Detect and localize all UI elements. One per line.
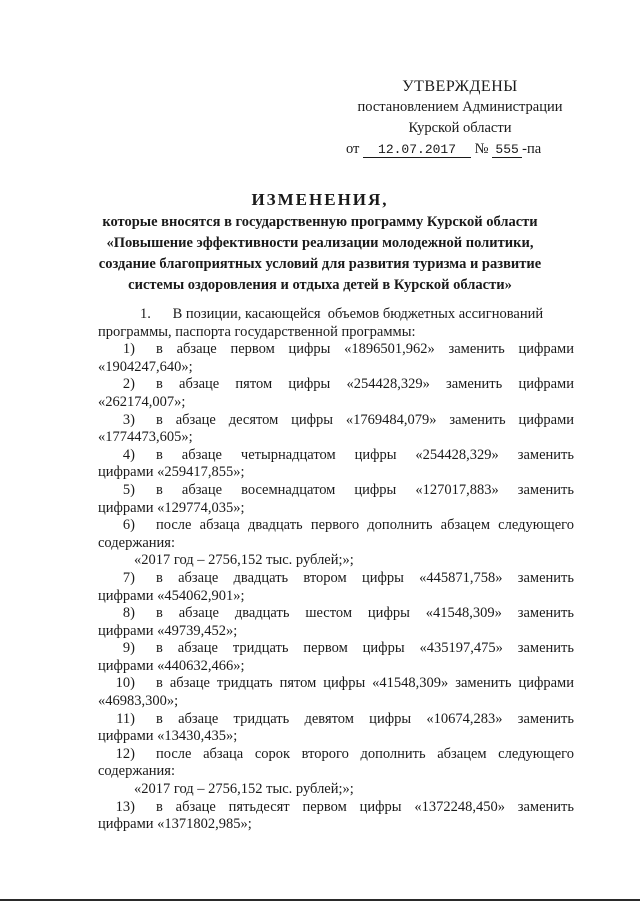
inserted-quote: «2017 год – 2756,152 тыс. рублей;»; — [134, 781, 354, 798]
list-item — [98, 605, 574, 623]
item-text: в абзаце десятом цифры «1769484,079» заменить цифрами — [156, 411, 574, 428]
approved-title: УТВЕРЖДЕНЫ — [402, 78, 518, 95]
from-prefix: от — [346, 141, 360, 157]
heading-line-4: системы оздоровления и отдыха детей в Курской области» — [128, 277, 512, 293]
intro-continuation: программы, паспорта государственной программы: — [98, 323, 416, 340]
approval-date: 12.07.2017 — [363, 143, 471, 158]
list-item — [98, 570, 574, 588]
approval-line-2: Курской области — [408, 120, 512, 136]
item-number: 4) — [122, 446, 135, 463]
document-body — [98, 306, 574, 834]
item-number: 7) — [122, 569, 135, 586]
item-number: 1) — [122, 341, 135, 358]
document-heading — [60, 188, 580, 296]
list-item — [98, 517, 574, 535]
item-continuation: цифрами «440632,466»; — [98, 657, 245, 674]
item-continuation: цифрами «49739,452»; — [98, 622, 238, 639]
item-continuation: содержания: — [98, 763, 176, 780]
intro-line: 1. В позиции, касающейся объемов бюджетных ассигнований — [140, 306, 544, 322]
item-number: 13) — [115, 798, 135, 815]
item-continuation: цифрами «454062,901»; — [98, 587, 245, 604]
item-number: 2) — [122, 376, 135, 393]
item-number: 5) — [122, 481, 135, 498]
item-number: 8) — [122, 605, 135, 622]
approval-date-line — [340, 139, 580, 160]
item-text: в абзаце восемнадцатом цифры «127017,883» заменить — [156, 481, 574, 498]
item-number: 12) — [115, 745, 135, 762]
list-item — [98, 376, 574, 394]
approval-number: 555 — [492, 143, 522, 158]
scan-edge-rule — [0, 899, 640, 901]
approval-stamp — [340, 76, 580, 160]
heading-title: ИЗМЕНЕНИЯ, — [251, 190, 389, 209]
item-text: в абзаце тридцать пятом цифры «41548,309» заменить цифрами — [156, 675, 574, 692]
item-text: в абзаце тридцать первом цифры «435197,475» заменить — [156, 640, 574, 657]
list-item — [98, 640, 574, 658]
inserted-quote: «2017 год – 2756,152 тыс. рублей;»; — [134, 552, 354, 569]
item-text: в абзаце четырнадцатом цифры «254428,329» заменить — [156, 446, 574, 463]
item-continuation: цифрами «1371802,985»; — [98, 816, 252, 833]
list-item — [98, 711, 574, 729]
item-continuation: цифрами «129774,035»; — [98, 499, 245, 516]
list-item — [98, 412, 574, 430]
heading-line-2: «Повышение эффективности реализации молодежной политики, — [106, 235, 534, 251]
item-continuation: «46983,300»; — [98, 693, 179, 710]
item-text: после абзаца сорок второго дополнить абзацем следующего — [156, 745, 574, 762]
item-continuation: «1774473,605»; — [98, 429, 193, 446]
item-number: 3) — [122, 411, 135, 428]
item-continuation: «262174,007»; — [98, 393, 186, 410]
item-continuation: содержания: — [98, 534, 176, 551]
item-continuation: цифрами «13430,435»; — [98, 728, 238, 745]
list-item — [98, 799, 574, 817]
item-number: 6) — [122, 517, 135, 534]
number-sign: № — [474, 141, 489, 157]
heading-line-1: которые вносятся в государственную программу Курской области — [102, 214, 538, 230]
item-number: 10) — [115, 675, 135, 692]
item-text: в абзаце пятьдесят первом цифры «1372248,450» заменить — [156, 798, 574, 815]
item-text: в абзаце тридцать девятом цифры «10674,283» заменить — [156, 710, 574, 727]
list-item — [98, 675, 574, 693]
number-suffix: -па — [522, 141, 542, 157]
item-text: в абзаце первом цифры «1896501,962» заменить цифрами — [156, 341, 574, 358]
approval-line-1: постановлением Администрации — [357, 99, 563, 115]
item-continuation: «1904247,640»; — [98, 358, 193, 375]
item-text: в абзаце двадцать втором цифры «445871,758» заменить — [156, 569, 574, 586]
heading-line-3: создание благоприятных условий для развития туризма и развитие — [98, 256, 542, 272]
item-text: после абзаца двадцать первого дополнить абзацем следующего — [156, 517, 574, 534]
item-number: 11) — [116, 710, 135, 727]
list-item — [98, 341, 574, 359]
item-number: 9) — [122, 640, 135, 657]
list-item — [98, 746, 574, 764]
item-continuation: цифрами «259417,855»; — [98, 464, 245, 481]
item-text: в абзаце двадцать шестом цифры «41548,309» заменить — [156, 605, 574, 622]
item-text: в абзаце пятом цифры «254428,329» заменить цифрами — [156, 376, 574, 393]
list-item — [98, 482, 574, 500]
list-item — [98, 447, 574, 465]
